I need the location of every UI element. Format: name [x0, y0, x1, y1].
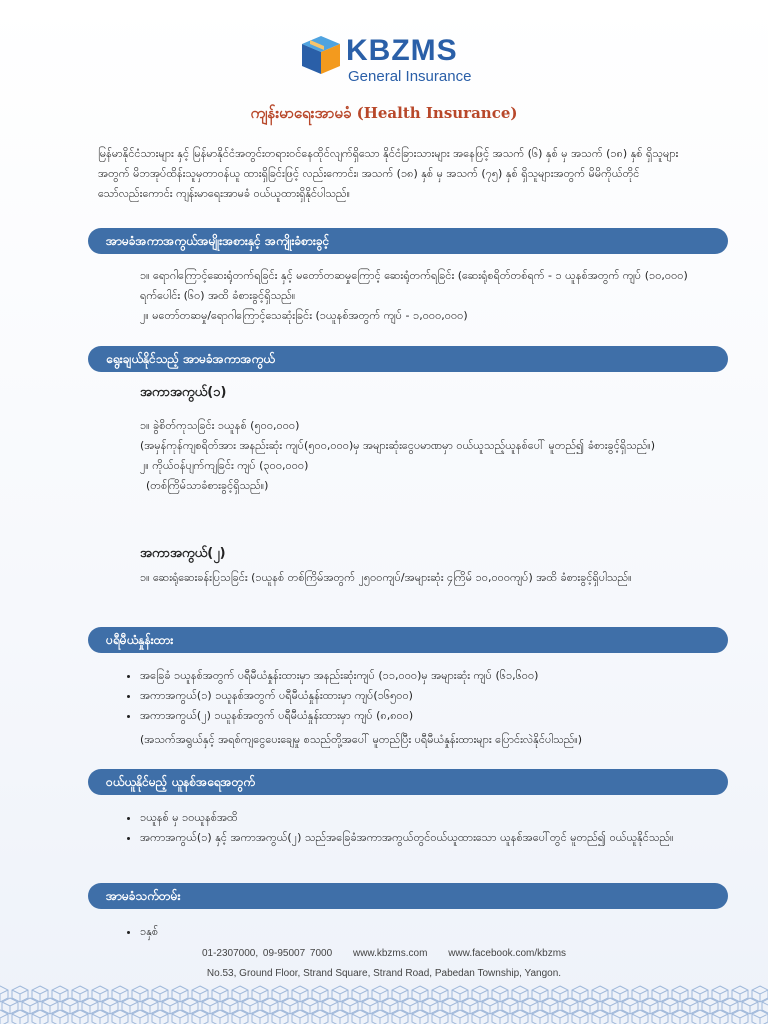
- cube-logo-icon: [300, 34, 342, 78]
- term-list: [120, 922, 730, 942]
- list-item: (တစ်ကြိမ်သာခံစားခွင့်ရှိသည်။): [146, 479, 269, 492]
- coverage-types-list: [140, 266, 700, 326]
- premium-rates-list: [120, 666, 730, 726]
- cover1-title: အကာအကွယ်(၁): [140, 385, 227, 400]
- section-heading-policy-term: အာမခံသက်တမ်း: [88, 883, 728, 909]
- section-heading-purchasable-units: ဝယ်ယူနိုင်မည့် ယူနစ်အရေအတွက်: [88, 769, 728, 795]
- list-item: • အကာအကွယ်(၂) ၁ယူနစ်အတွက် ပရီမီယံနှုန်းထားမှာ ကျပ် (၈,၈၀၀): [140, 706, 730, 726]
- page-title: ကျန်းမာရေးအာမခံ (Health Insurance): [250, 104, 518, 122]
- section-heading-optional-coverage: ရွေးချယ်နိုင်သည့် အာမခံအကာအကွယ်: [88, 346, 728, 372]
- footer-address: No.53, Ground Floor, Strand Square, Strand Road, Pabedan Township, Yangon.: [206, 968, 562, 979]
- cover2-details: [140, 568, 700, 588]
- section-heading-premium-rates: ပရီမီယံနှုန်းထား: [88, 627, 728, 653]
- premium-note: (အသက်အရွယ်နှင့် အရစ်ကျငွေပေးချေမှု စသည်တို့အပေါ် မူတည်ပြီး ပရီမီယံနှုန်းထားများ ပြောင်းလဲနိုင်ပါသည်။): [140, 733, 583, 746]
- brand-logo: [300, 30, 480, 90]
- cover1-details: [140, 416, 700, 496]
- intro-paragraph: မြန်မာနိုင်ငံသားများ နှင့် မြန်မာနိုင်ငံအတွင်းတရားဝင်နေထိုင်လျက်ရှိသော နိုင်ငံခြားသားများ အနေဖြင့် အသက် (၆) နှစ် မှ အသက် (၁၈) နှစ် ရှိသူများအတွက် မိဘအုပ်ထိန်းသူမှတာဝန်ယူ ထားရှိခြင်းဖြင့် လည်းကောင်း၊ အသက် (၁၈) နှစ် မှ အသက် (၇၅) နှစ် ရှိသူများအတွက် မိမိကိုယ်တိုင်သော်လည်းကောင်း ကျန်းမာရေးအာမခံ ဝယ်ယူထားရှိနိုင်ပါသည်။: [98, 147, 679, 200]
- list-item: ၂။ မတော်တဆမှု/ရောဂါကြောင့်သေဆုံးခြင်း (၁ယူနစ်အတွက် ကျပ် - ၁,၀၀၀,၀၀၀): [140, 309, 468, 322]
- list-item: ၂။ ကိုယ်ဝန်ပျက်ကျခြင်း ကျပ် (၃၀၀,၀၀၀): [140, 459, 309, 472]
- list-item: (အမှန်ကုန်ကျစရိတ်အား အနည်းဆုံး ကျပ်(၅၀၀,၀၀၀)မှ အများဆုံးငွေပမာဏမှာ ဝယ်ယူသည့်ယူနစ်ပေါ် မူတည်၍ ခံစားခွင့်ရှိသည်။): [140, 439, 656, 452]
- list-item: ၁။ ခွဲစိတ်ကုသခြင်း ၁ယူနစ် (၅၀၀,၀၀၀): [140, 419, 300, 432]
- list-item: • ၁ယူနစ် မှ ၁၀ယူနစ်အထိ: [140, 808, 730, 828]
- list-item: ၁။ ရောဂါကြောင့်ဆေးရုံတက်ရခြင်း နှင့် မတော်တဆမှုကြောင့် ဆေးရုံတက်ရခြင်း (ဆေးရုံစရိတ်တစ်ရက် - ၁ ယူနစ်အတွက် ကျပ် (၁၀,၀၀၀) ရက်ပေါင်း (၆၀) အထိ ခံစားခွင့်ရှိသည်။: [140, 269, 688, 302]
- list-item: • အကာအကွယ်(၁) နှင့် အကာအကွယ်(၂) သည်အခြေခံအကာအကွယ်တွင်ဝယ်ယူထားသော ယူနစ်အပေါ်တွင် မူတည်၍ ဝယ်ယူနိုင်သည်။: [140, 828, 730, 848]
- list-item: ၁။ ဆေးရုံဆေးခန်းပြသခြင်း (၁ယူနစ် တစ်ကြိမ်အတွက် ၂၅၀၀ကျပ်/အများဆုံး ၄ကြိမ် ၁၀,၀၀၀ကျပ်) အထိ ခံစားခွင့်ရှိပါသည်။: [140, 571, 632, 584]
- section-heading-coverage-types: အာမခံအကာအကွယ်အမျိုးအစားနှင့် အကျိုးခံစားခွင့်: [88, 228, 728, 254]
- footer-website-link[interactable]: www.kbzms.com: [352, 948, 428, 959]
- list-item: • ၁နှစ်: [140, 922, 730, 942]
- units-list: [120, 808, 730, 848]
- footer-contacts: [0, 948, 768, 959]
- cube-pattern-decoration: [0, 984, 768, 1024]
- footer-facebook-link[interactable]: www.facebook.com/kbzms: [448, 948, 567, 959]
- footer-phone: 01-2307000, 09-95007 7000: [201, 948, 333, 959]
- brand-name: KBZMS: [346, 34, 458, 67]
- list-item: • အခြေခံ ၁ယူနစ်အတွက် ပရီမီယံနှုန်းထားမှာ အနည်းဆုံးကျပ် (၁၁,၀၀၀)မှ အများဆုံး ကျပ် (၆၁,၆၀၀): [140, 666, 730, 686]
- cover2-title: အကာအကွယ်(၂): [140, 546, 226, 561]
- brand-subtitle: General Insurance: [348, 68, 472, 85]
- list-item: • အကာအကွယ်(၁) ၁ယူနစ်အတွက် ပရီမီယံနှုန်းထားမှာ ကျပ်(၁၆၅၀၀): [140, 686, 730, 706]
